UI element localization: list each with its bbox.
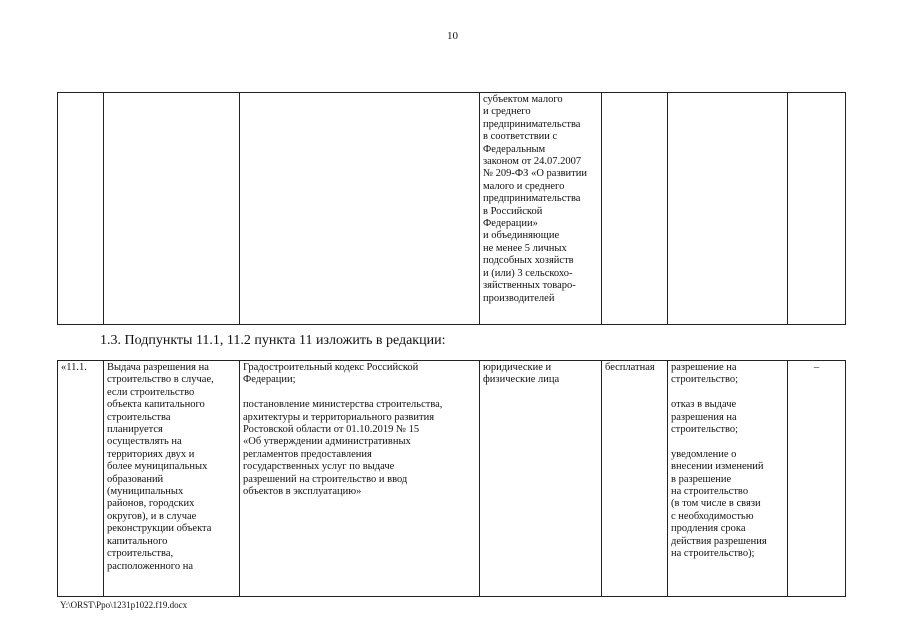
row-number-cell: «11.1.	[58, 361, 104, 597]
last-cell: –	[788, 361, 846, 597]
result-cell: разрешение на строительство; отказ в выдаче разрешения на строительство; уведомление о внесении изменений в разрешение на строительство (в том числе в связи с необходимостью продления срока действия разрешения на строительство);	[668, 361, 788, 597]
section-heading: 1.3. Подпункты 11.1, 11.2 пункта 11 изложить в редакции:	[100, 333, 446, 348]
legal-basis-cell: Градостроительный кодекс Российской Федерации; постановление министерства строительства, архитектуры и территориального развития Ростовской области от 01.10.2019 № 15 «Об утверждении административных регламентов предоставления государственных услуг по выдаче разрешений на строительство и ввод объектов в эксплуатацию»	[240, 361, 480, 597]
table-cell	[602, 93, 668, 325]
table-cell	[104, 93, 240, 325]
table-row	[58, 361, 846, 597]
table-cell	[58, 93, 104, 325]
table-row	[58, 93, 846, 325]
table-cell: субъектом малого и среднего предпринимательства в соответствии с Федеральным законом от 24.07.2007 № 209-ФЗ «О развитии малого и среднего предпринимательства в Российской Федерации» и объединяющие не менее 5 личных подсобных хозяйств и (или) 3 сельскохо- зяйственных товаро- производителей	[480, 93, 602, 325]
table-cell	[788, 93, 846, 325]
table-cell	[668, 93, 788, 325]
bottom-table	[57, 360, 846, 597]
applicants-cell: юридические и физические лица	[480, 361, 602, 597]
file-path: Y:\ORST\Ppo\1231p1022.f19.docx	[60, 600, 188, 610]
service-name-cell: Выдача разрешения на строительство в случае, если строительство объекта капитального строительства планируется осуществлять на территориях двух и более муниципальных образований (муниципальных районов, городских округов), и в случае реконструкции объекта капитального строительства, расположенного на	[104, 361, 240, 597]
table-cell	[240, 93, 480, 325]
fee-cell: бесплатная	[602, 361, 668, 597]
page-number: 10	[447, 30, 458, 42]
top-table	[57, 92, 846, 325]
